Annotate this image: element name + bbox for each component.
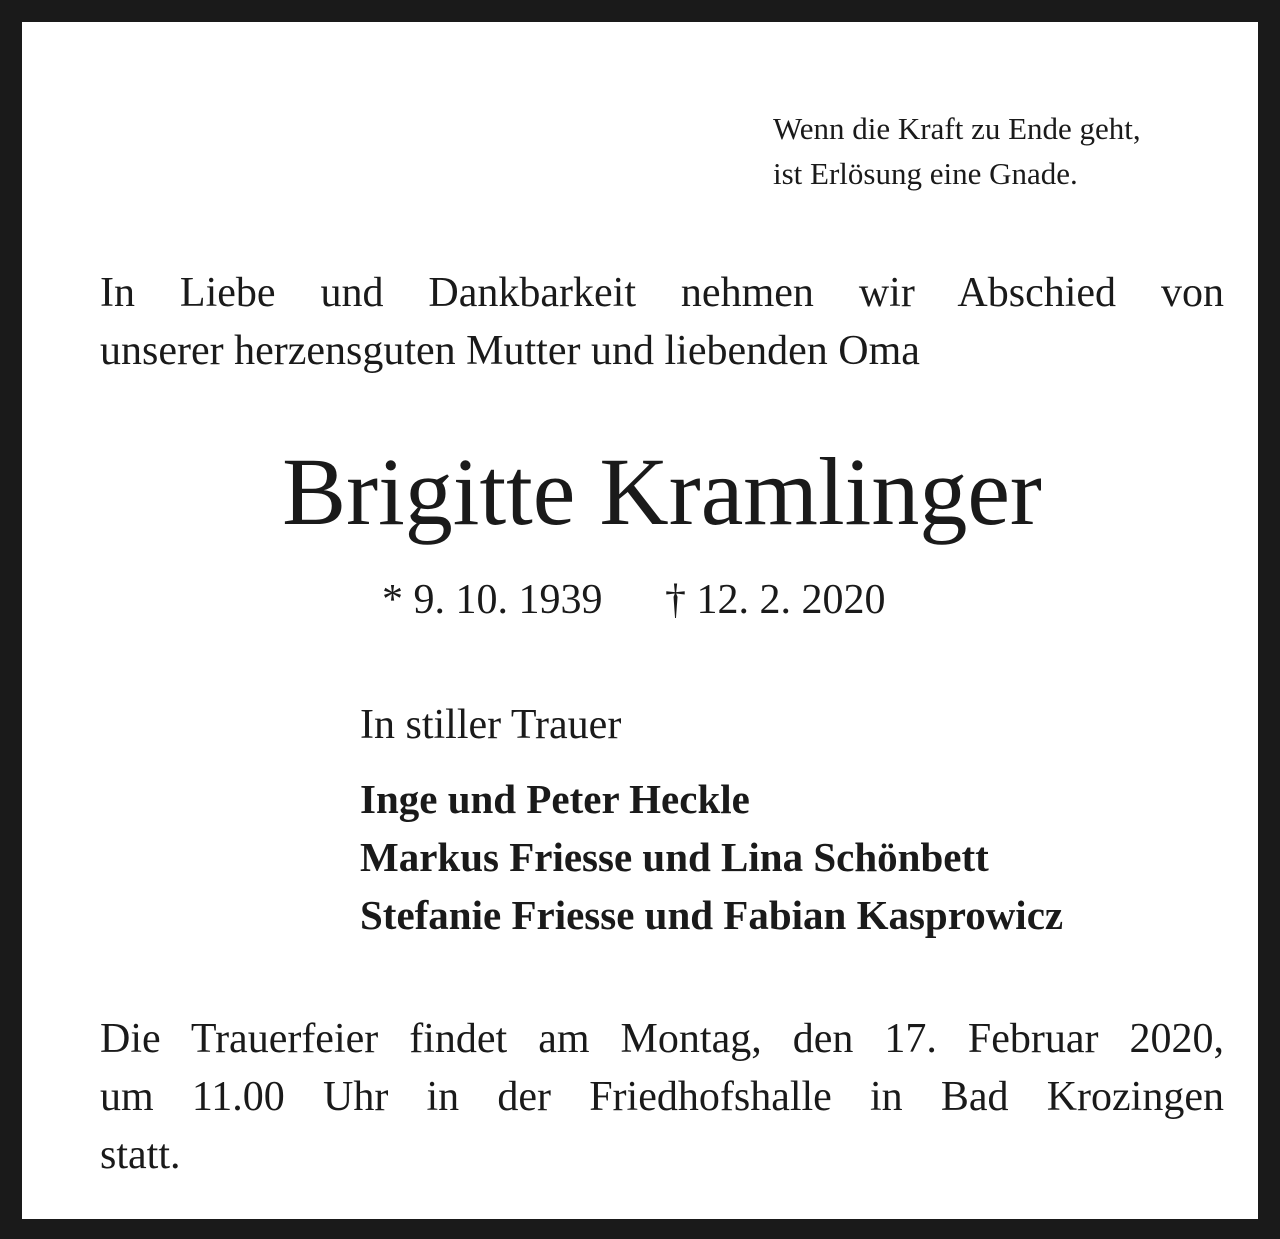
intro-text — [100, 264, 1224, 380]
funeral-service-info — [100, 1010, 1224, 1184]
service-line-3: statt. — [100, 1132, 181, 1178]
mourner-name: Stefanie Friesse und Fabian Kasprowicz — [360, 892, 1064, 938]
mourning-heading: In stiller Trauer — [360, 702, 622, 748]
mourner-list — [360, 770, 1063, 944]
intro-line-1: In Liebe und Dankbarkeit nehmen wir Abschied von — [100, 270, 1224, 316]
intro-line-2: unserer herzensguten Mutter und liebenden Oma — [100, 328, 920, 374]
mourner-name: Markus Friesse und Lina Schönbett — [360, 834, 989, 880]
motto-line-1: Wenn die Kraft zu Ende geht, — [773, 111, 1141, 146]
motto-line-2: ist Erlösung eine Gnade. — [773, 156, 1078, 191]
birth-date: * 9. 10. 1939 — [382, 577, 603, 623]
life-dates — [382, 572, 1082, 628]
service-line-2: um 11.00 Uhr in der Friedhofshalle in Bad Krozingen — [100, 1074, 1224, 1120]
motto-quote — [773, 106, 1253, 196]
death-date: † 12. 2. 2020 — [665, 577, 886, 623]
service-line-1: Die Trauerfeier findet am Montag, den 17. Februar 2020, — [100, 1016, 1224, 1062]
deceased-name: Brigitte Kramlinger — [282, 438, 1042, 545]
mourner-name: Inge und Peter Heckle — [360, 776, 750, 822]
